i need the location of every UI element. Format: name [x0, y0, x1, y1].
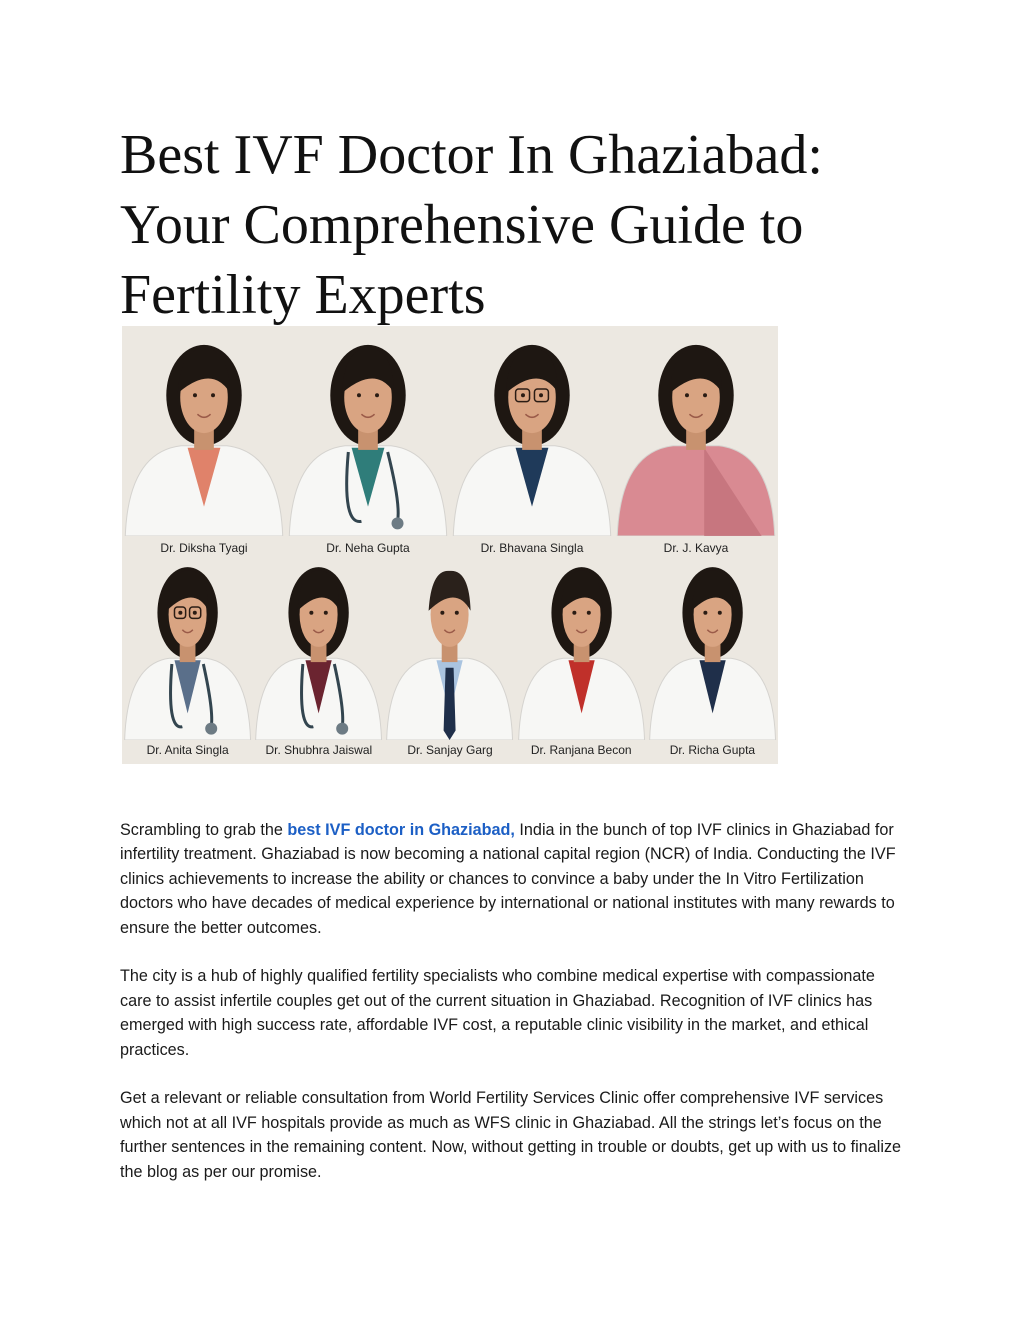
- doctor-portrait: [614, 326, 778, 536]
- doctor-name-label: Dr. Ranjana Becon: [530, 743, 632, 757]
- doctor-name-label: Dr. Bhavana Singla: [480, 541, 584, 555]
- doctor-portrait: [253, 550, 384, 740]
- article-body: [120, 818, 910, 1208]
- doctor-name-label: Dr. Diksha Tyagi: [160, 541, 248, 555]
- doctor-portrait: [122, 326, 286, 536]
- paragraph-consultation: Get a relevant or reliable consultation from World Fertility Services Clinic offer comprehensive IVF services which not at all IVF hospitals provide as much as WFS clinic in Ghaziabad. All the strings let’s focus on the further sentences in the remaining content. Now, without getting in trouble or doubts, get up with us to finalize the blog as per our promise.: [120, 1089, 902, 1181]
- doctor-portrait: [516, 550, 647, 740]
- doctor-name-label: Dr. Neha Gupta: [326, 541, 410, 555]
- paragraph-city: The city is a hub of highly qualified fertility specialists who combine medical expertise with compassionate care to assist infertile couples get out of the current situation in Ghaziabad. Recognition of IVF clinics has emerged with high success rate, affordable IVF cost, a reputable clinic visibility in the market, and ethical practices.: [120, 967, 875, 1059]
- intro-text-start: Scrambling to grab the: [120, 821, 288, 839]
- doctor-name-label: Dr. Sanjay Garg: [407, 743, 493, 757]
- doctors-top-row: [122, 326, 778, 536]
- page-title: Best IVF Doctor In Ghaziabad: Your Comprehensive Guide to Fertility Experts: [120, 124, 823, 326]
- best-ivf-doctor-link[interactable]: best IVF doctor in Ghaziabad,: [287, 821, 515, 839]
- intro-text-end: India in the bunch of top IVF clinics in Ghaziabad for infertility treatment. Ghaziabad is now becoming a national capital region (NCR) of India. Conducting the IVF clinics achievements to increase the ability or chances to convince a baby under the In Vitro Fertilization doctors who have decades of medical experience by international or national institutes with many rewards to ensure the better outcomes.: [120, 821, 896, 937]
- doctor-name-label: Dr. J. Kavya: [663, 541, 729, 555]
- doctor-portrait: [384, 550, 515, 740]
- doctor-name-label: Dr. Anita Singla: [146, 743, 229, 757]
- doctor-portrait: [286, 326, 450, 536]
- doctors-bottom-labels: [122, 740, 778, 762]
- paragraph-intro: [120, 818, 910, 940]
- doctor-name-label: Dr. Shubhra Jaiswal: [265, 743, 373, 757]
- doctors-photo: [122, 326, 778, 764]
- doctor-portrait: [450, 326, 614, 536]
- doctors-bottom-row: [122, 550, 778, 740]
- doctor-name-label: Dr. Richa Gupta: [669, 743, 756, 757]
- doctor-portrait: [647, 550, 778, 740]
- doctor-portrait: [122, 550, 253, 740]
